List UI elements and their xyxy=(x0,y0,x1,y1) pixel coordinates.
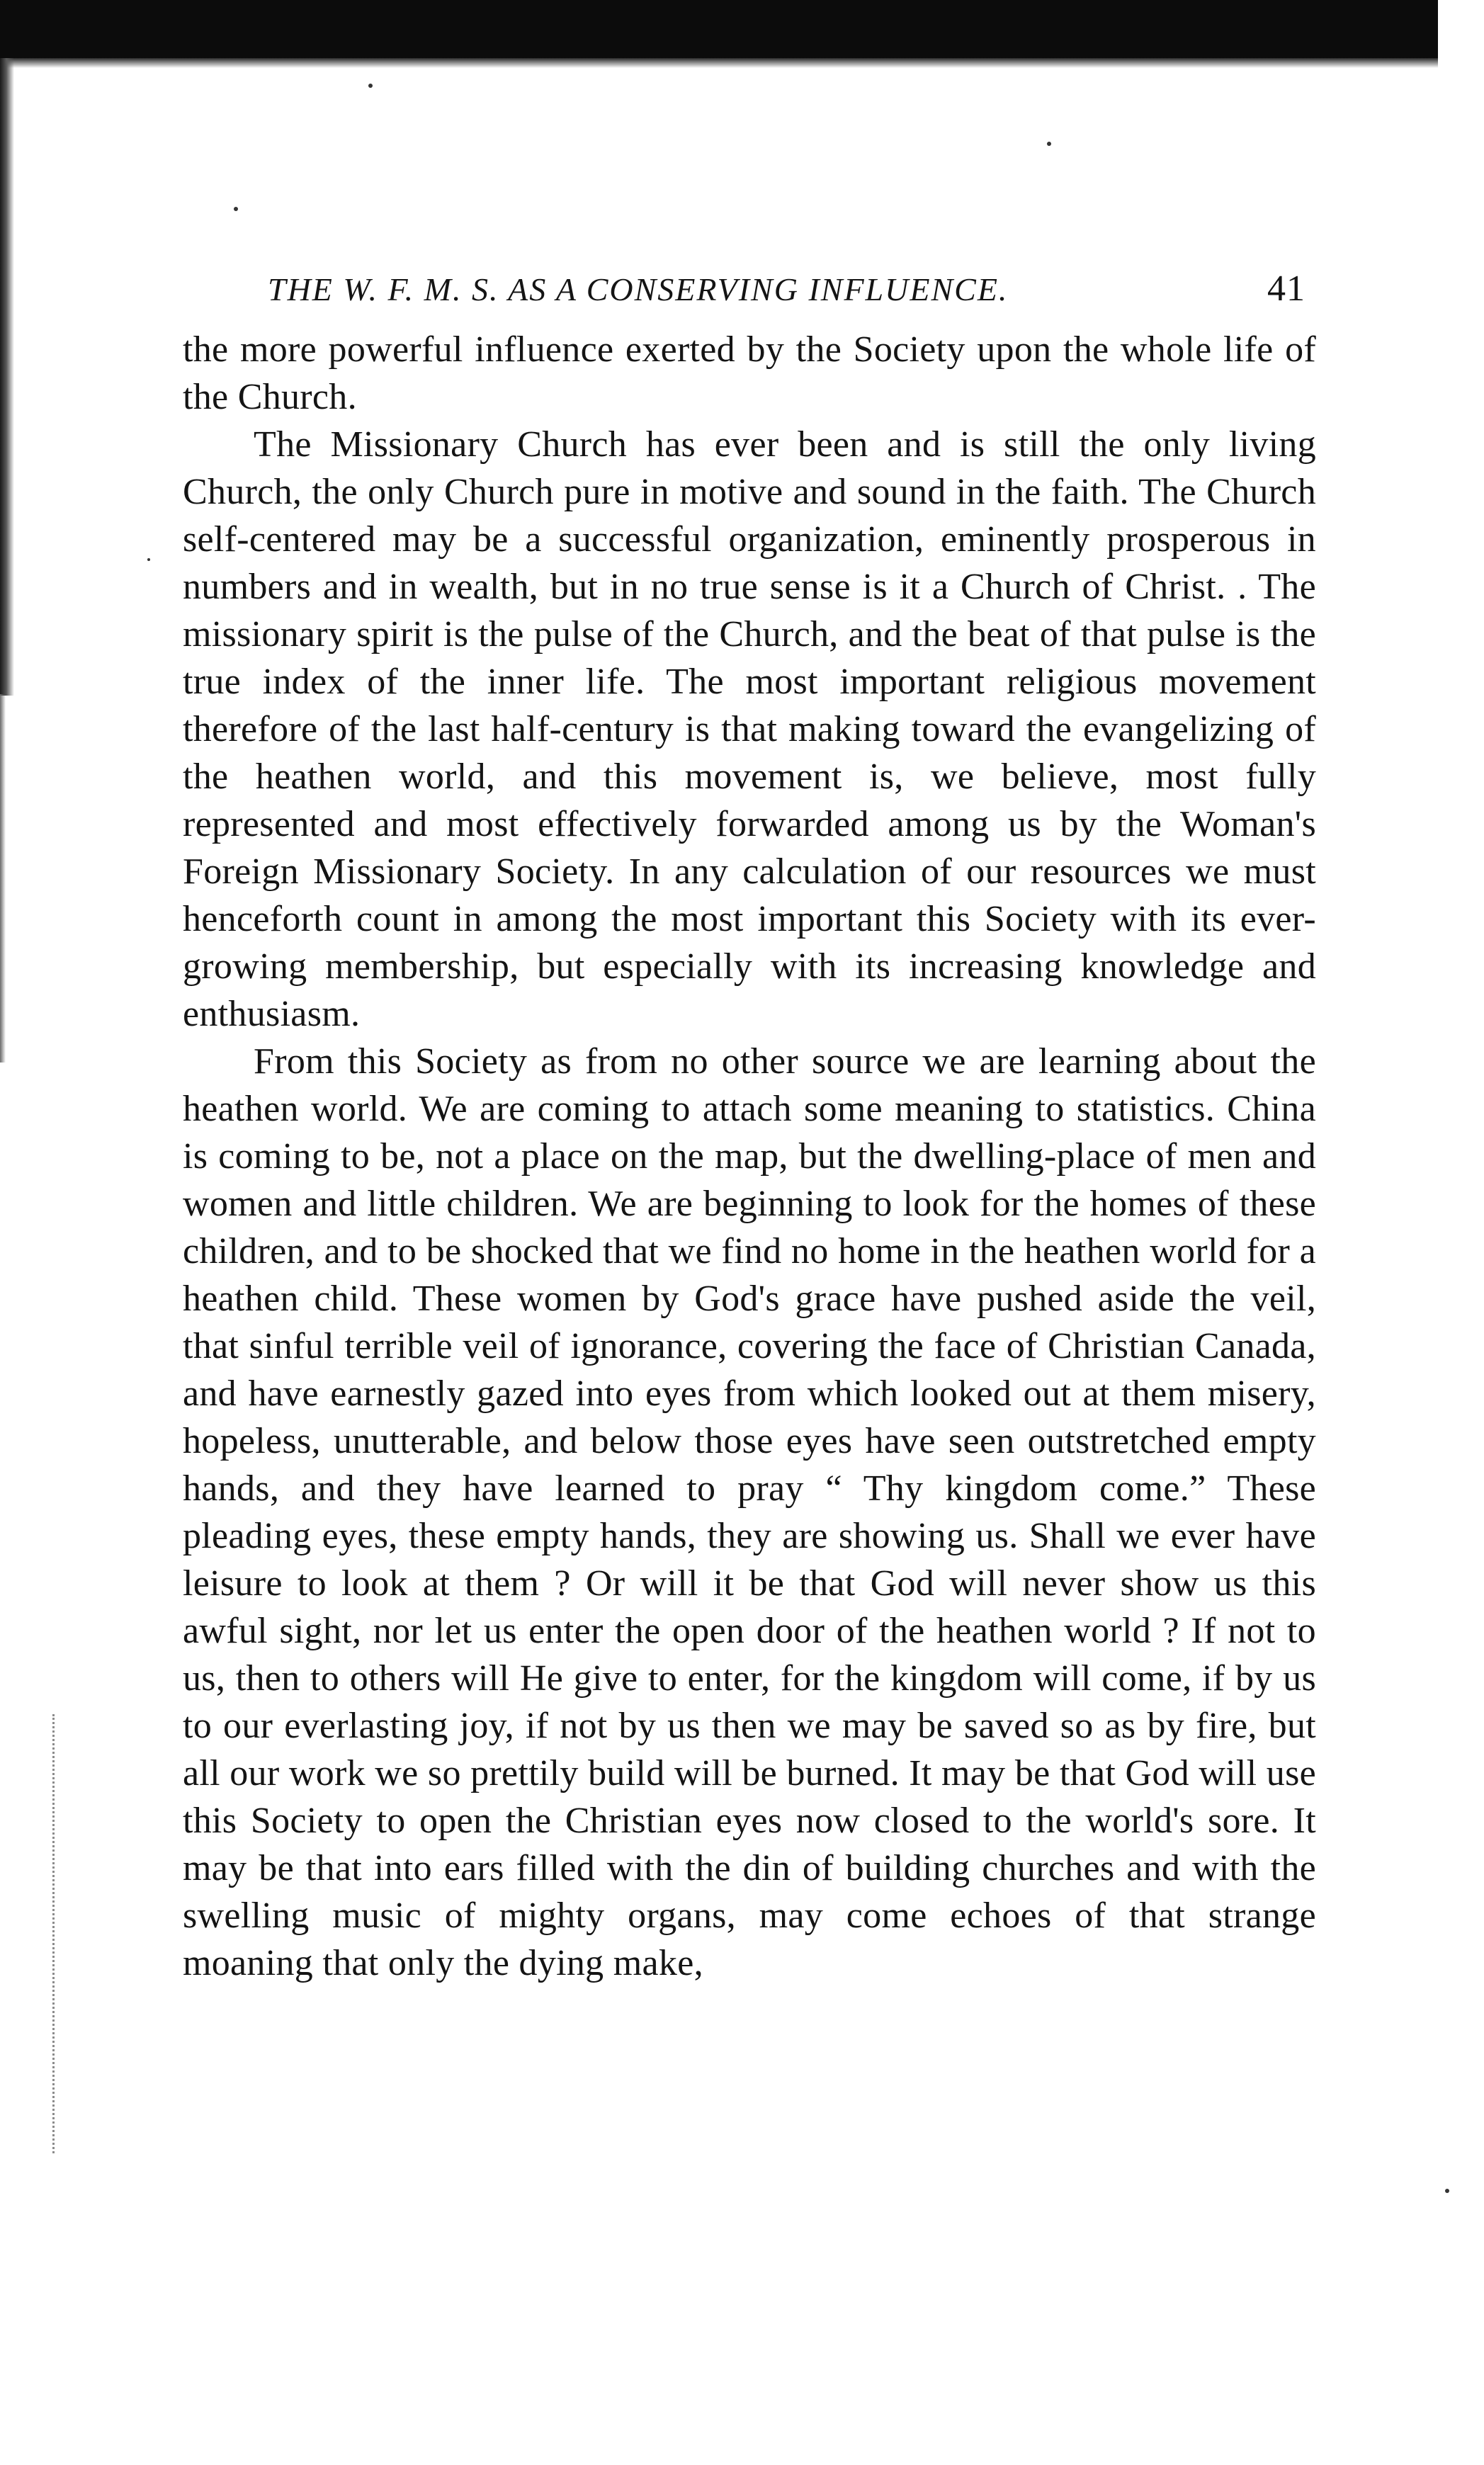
paragraph-heathen-world: From this Society as from no other source we are learning about the heathen world. We are coming to attach some meaning to statistics. China is coming to be, not a place on the map, but the dwelling-place of men and women and little children. We are beginning to look for the homes of these children, and to be shocked that we find no home in the heathen world for a heathen child. These women by God's grace have pushed aside the veil, that sinful terrible veil of ignorance, covering the face of Christian Canada, and have earnestly gazed into eyes from which looked out at them misery, hopeless, unutterable, and below those eyes have seen outstretched empty hands, and they have learned to pray “ Thy kingdom come.” These pleading eyes, these empty hands, they are showing us. Shall we ever have leisure to look at them ? Or will it be that God will never show us this awful sight, nor let us enter the open door of the heathen world ? If not to us, then to others will He give to enter, for the kingdom will come, if by us to our everlasting joy, if not by us then we may be saved so as by fire, but all our work we so prettily build will be burned. It may be that God will use this Society to open the Christian eyes now closed to the world's sore. It may be that into ears filled with the din of building churches and with the swelling music of mighty organs, may come echoes of that strange moaning that only the dying make, xyxy=(183,1041,1316,1983)
paragraph-missionary-church: The Missionary Church has ever been and is still the only living Church, the only Church pure in motive and sound in the faith. The Church self-centered may be a successful organization, eminently prosperous in numbers and in wealth, but in no true sense is it a Church of Christ. . The missionary spirit is the pulse of the Church, and the beat of that pulse is the true index of the inner life. The most important religious movement therefore of the last half-century is that making toward the evangelizing of the heathen world, and this movement is, we believe, most fully represented and most effectively forwarded among us by the Woman's Foreign Missionary Society. In any calculation of our resources we must henceforth count in among the most important this Society with its ever-growing membership, but especially with its increasing knowledge and enthusiasm. xyxy=(183,424,1316,1034)
book-page xyxy=(183,255,1316,1987)
running-head xyxy=(183,255,1316,326)
scan-speck xyxy=(1047,142,1051,146)
scan-speck xyxy=(368,84,373,88)
scan-border-top xyxy=(0,0,1438,58)
scan-border-shadow xyxy=(0,58,1438,68)
page-number: 41 xyxy=(1267,268,1305,309)
running-title: THE W. F. M. S. AS A CONSERVING INFLUENCE. xyxy=(268,271,1009,307)
paragraph-continuation: the more powerful influence exerted by the Society upon the whole life of the Church. xyxy=(183,329,1316,417)
scan-margin-dots xyxy=(52,1714,55,2153)
scan-speck xyxy=(1445,2189,1449,2193)
scan-speck xyxy=(147,558,150,561)
scan-border-left xyxy=(0,58,14,696)
scan-border-left-lower xyxy=(0,694,6,1062)
scan-speck xyxy=(234,207,238,211)
